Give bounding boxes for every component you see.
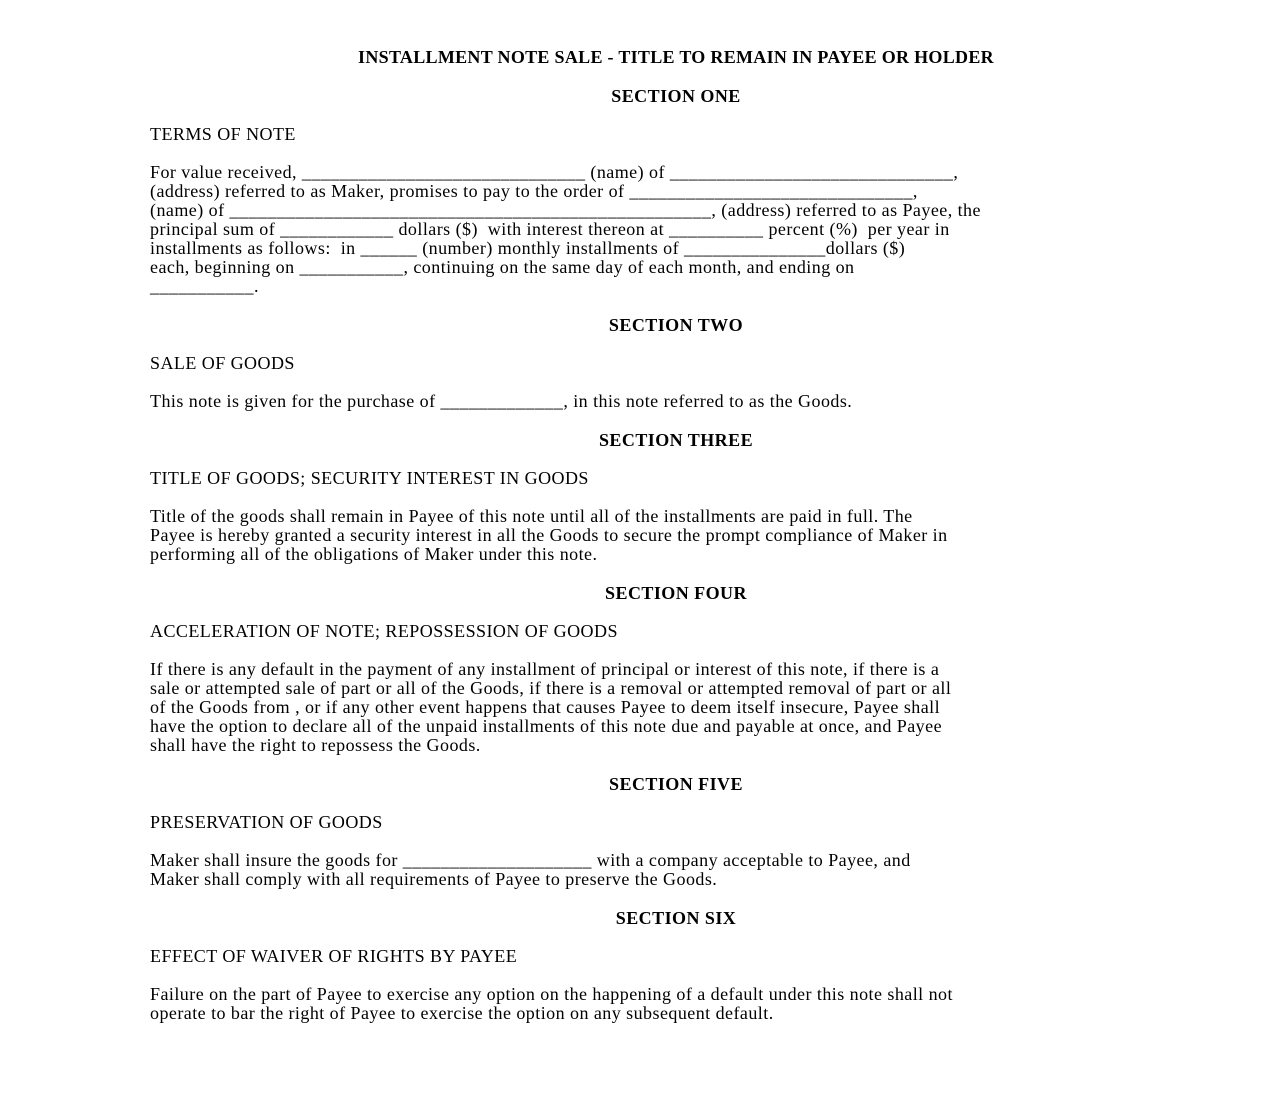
document-page	[150, 48, 1202, 1023]
paragraph-line: (address) referred to as Maker, promises to pay to the order of ______________________________,	[150, 181, 918, 201]
paragraph-line: For value received, ______________________________ (name) of ______________________________,	[150, 162, 959, 182]
paragraph-line: each, beginning on ___________, continuing on the same day of each month, and ending on	[150, 257, 855, 277]
paragraph-line: Payee is hereby granted a security interest in all the Goods to secure the prompt compliance of Maker in	[150, 525, 948, 545]
sections	[150, 87, 1202, 1023]
paragraph-line: have the option to declare all of the unpaid installments of this note due and payable at once, and Payee	[150, 716, 943, 736]
section-subheading: EFFECT OF WAIVER OF RIGHTS BY PAYEE	[150, 946, 518, 966]
section-paragraph	[150, 163, 1202, 296]
section-heading: SECTION SIX	[615, 908, 737, 928]
section-heading: SECTION THREE	[598, 430, 754, 450]
document-title: INSTALLMENT NOTE SALE - TITLE TO REMAIN IN PAYEE OR HOLDER	[358, 47, 994, 67]
section	[150, 775, 1202, 889]
section-paragraph	[150, 507, 1202, 564]
paragraph-line: Maker shall insure the goods for ____________________ with a company acceptable to Payee, and	[150, 850, 911, 870]
paragraph-line: installments as follows: in ______ (number) monthly installments of _______________dollars ($)	[150, 238, 906, 258]
section-subheading: PRESERVATION OF GOODS	[150, 812, 383, 832]
section	[150, 431, 1202, 564]
section-heading: SECTION FOUR	[605, 583, 747, 603]
paragraph-line: shall have the right to repossess the Goods.	[150, 735, 481, 755]
paragraph-line: Failure on the part of Payee to exercise any option on the happening of a default under this note shall not	[150, 984, 953, 1004]
paragraph-line: (name) of ___________________________________________________, (address) referred to as Payee, the	[150, 200, 981, 220]
section	[150, 909, 1202, 1023]
paragraph-line: Maker shall comply with all requirements of Payee to preserve the Goods.	[150, 869, 718, 889]
paragraph-line: principal sum of ____________ dollars ($) with interest thereon at __________ percent (%) per year in	[150, 219, 950, 239]
section	[150, 584, 1202, 755]
paragraph-line: This note is given for the purchase of _____________, in this note referred to as the Goods.	[150, 391, 853, 411]
paragraph-line: performing all of the obligations of Maker under this note.	[150, 544, 598, 564]
paragraph-line: operate to bar the right of Payee to exercise the option on any subsequent default.	[150, 1003, 774, 1023]
section-heading: SECTION FIVE	[609, 774, 743, 794]
section	[150, 316, 1202, 411]
section-subheading: ACCELERATION OF NOTE; REPOSSESSION OF GOODS	[150, 621, 618, 641]
section-subheading: SALE OF GOODS	[150, 353, 295, 373]
section-subheading: TERMS OF NOTE	[150, 124, 296, 144]
section-heading: SECTION ONE	[611, 86, 741, 106]
section-subheading: TITLE OF GOODS; SECURITY INTEREST IN GOODS	[150, 468, 589, 488]
section-paragraph	[150, 851, 1202, 889]
section-paragraph	[150, 392, 1202, 411]
paragraph-line: Title of the goods shall remain in Payee of this note until all of the installments are paid in full. The	[150, 506, 913, 526]
paragraph-line: sale or attempted sale of part or all of the Goods, if there is a removal or attempted removal of part or all	[150, 678, 952, 698]
paragraph-line: If there is any default in the payment of any installment of principal or interest of this note, if there is a	[150, 659, 940, 679]
section	[150, 87, 1202, 296]
paragraph-line: of the Goods from , or if any other event happens that causes Payee to deem itself insecure, Payee shall	[150, 697, 941, 717]
section-paragraph	[150, 660, 1202, 755]
section-paragraph	[150, 985, 1202, 1023]
paragraph-line: ___________.	[150, 276, 259, 296]
section-heading: SECTION TWO	[608, 315, 744, 335]
